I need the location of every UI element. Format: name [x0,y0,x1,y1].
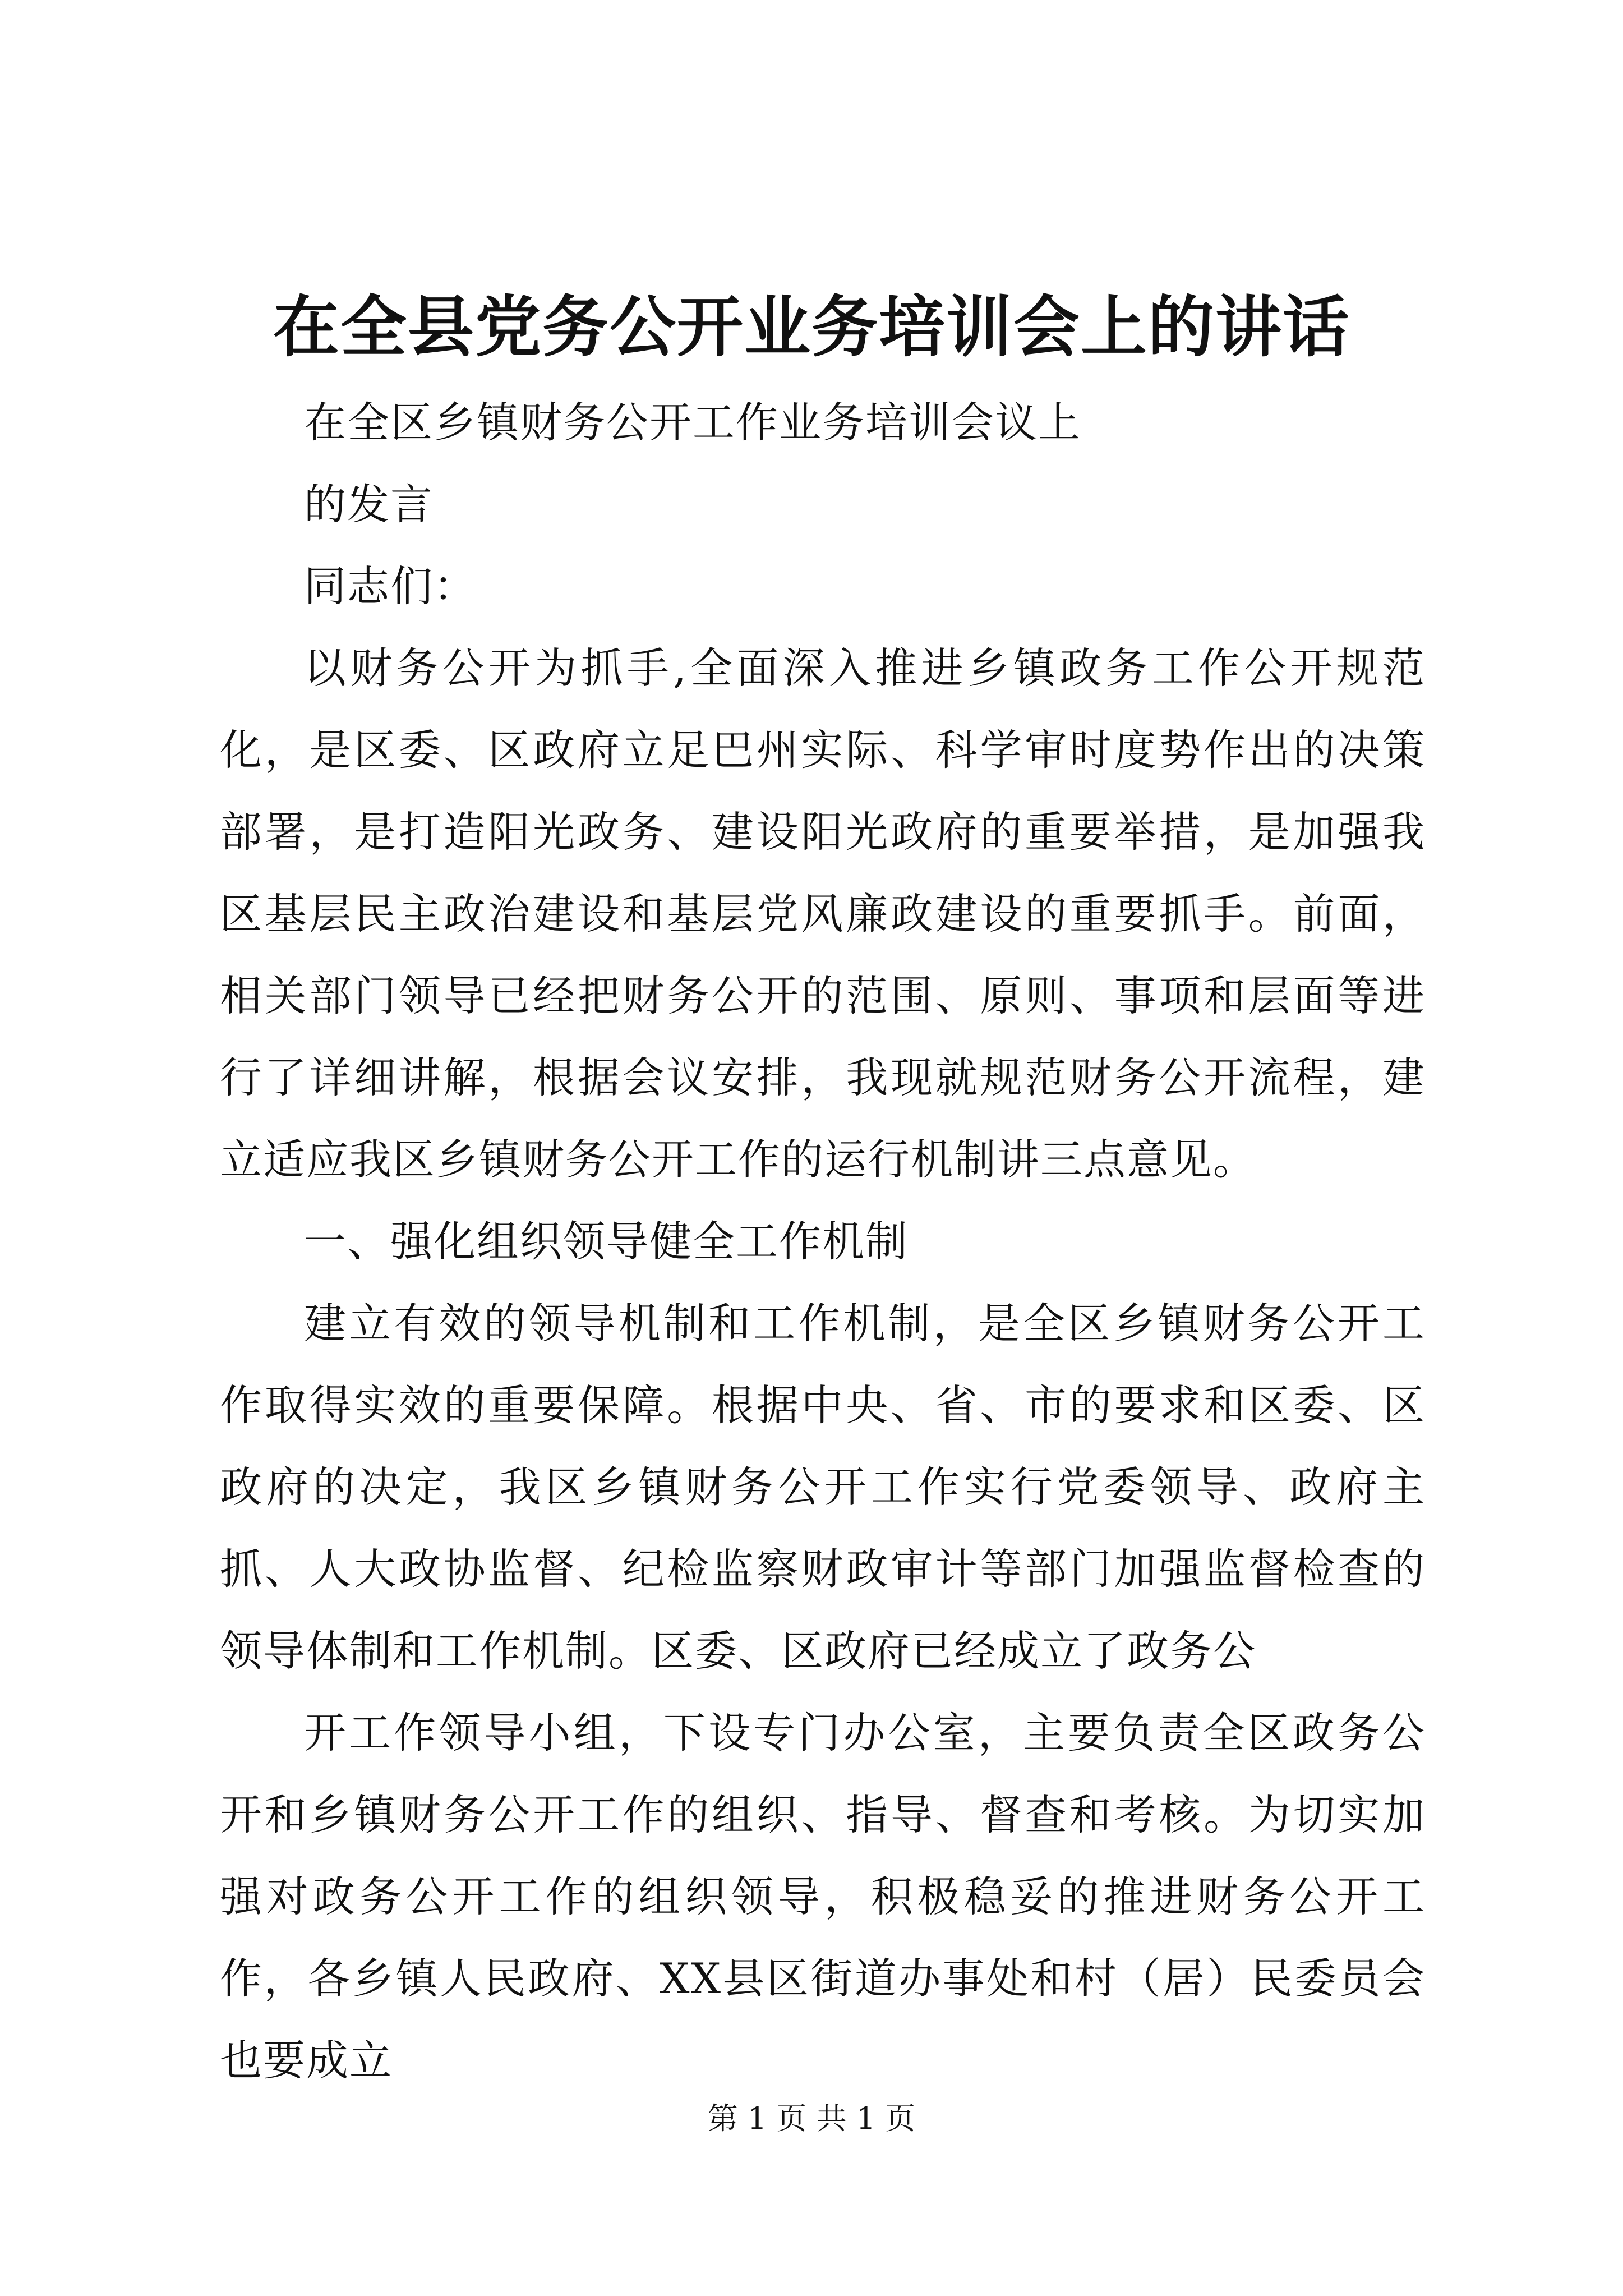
paragraph: 的发言 [304,480,434,529]
paragraph: 开工作领导小组，下设专门办公室，主要负责全区政务公开和乡镇财务公开工作的组织、指导、督查和考核。为切实加强对政务公开工作的组织领导，积极稳妥的推进财务公开工作，各乡镇人民政府、XX县区街道办事处和村（居）民委员会也要成立 [220,1708,1426,2085]
paragraph: 同志们： [304,562,477,611]
paragraph: 建立有效的领导机制和工作机制，是全区乡镇财务公开工作取得实效的重要保障。根据中央、省、市的要求和区委、区政府的决定，我区乡镇财务公开工作实行党委领导、政府主抓、人大政协监督、纪检监察财政审计等部门加强监督检查的领导体制和工作机制。区委、区政府已经成立了政务公 [220,1299,1426,1676]
paragraph: 以财务公开为抓手,全面深入推进乡镇政务工作公开规范化，是区委、区政府立足巴州实际、科学审时度势作出的决策部署，是打造阳光政务、建设阳光政府的重要举措，是加强我区基层民主政治建设和基层党风廉政建设的重要抓手。前面，相关部门领导已经把财务公开的范围、原则、事项和层面等进行了详细讲解，根据会议安排，我现就规范财务公开流程，建立适应我区乡镇财务公开工作的运行机制讲三点意见。 [220,643,1426,1184]
page-footer: 第 1 页 共 1 页 [707,2101,916,2136]
paragraph: 在全区乡镇财务公开工作业务培训会议上 [304,398,1082,447]
section-heading: 一、强化组织领导健全工作机制 [304,1217,909,1266]
document-title: 在全县党务公开业务培训会上的讲话 [273,288,1350,366]
document-body [220,381,1426,2101]
